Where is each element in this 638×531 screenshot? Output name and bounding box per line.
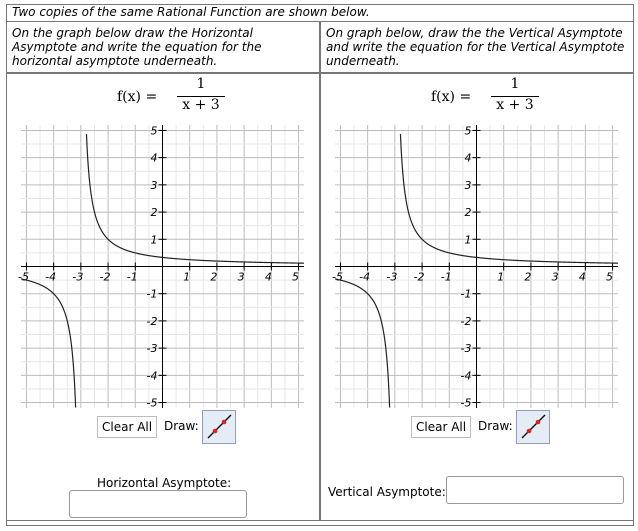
y-tick-label: 5 bbox=[150, 124, 158, 138]
function-denominator: x + 3 bbox=[182, 97, 220, 113]
y-tick-label: -3 bbox=[460, 342, 472, 356]
y-tick-label: 4 bbox=[464, 151, 472, 165]
left-line-tool-button[interactable] bbox=[202, 410, 236, 444]
x-tick-label: 1 bbox=[497, 270, 505, 284]
y-tick-label: 1 bbox=[150, 233, 158, 247]
horizontal-asymptote-input[interactable] bbox=[69, 490, 247, 518]
y-tick-label: -4 bbox=[460, 369, 472, 383]
y-tick-label: -4 bbox=[146, 369, 158, 383]
vertical-asymptote-input[interactable] bbox=[446, 476, 624, 504]
x-tick-label: -4 bbox=[45, 270, 57, 284]
line-tool-icon bbox=[203, 411, 235, 443]
y-tick-label: 1 bbox=[464, 233, 472, 247]
x-tick-label: -2 bbox=[413, 270, 425, 284]
right-instruction-line: On graph below, draw the the Vertical Asymptote bbox=[326, 26, 623, 40]
x-tick-label: 1 bbox=[183, 270, 191, 284]
y-tick-label: -3 bbox=[146, 342, 158, 356]
y-tick-label: -1 bbox=[460, 287, 472, 301]
left-graph[interactable] bbox=[17, 124, 304, 410]
function-numerator: 1 bbox=[510, 76, 520, 92]
y-tick-label: 2 bbox=[464, 206, 472, 220]
y-tick-label: -2 bbox=[460, 314, 472, 328]
y-tick-label: -1 bbox=[146, 287, 158, 301]
x-tick-label: 2 bbox=[524, 270, 532, 284]
x-tick-label: 4 bbox=[264, 270, 272, 284]
x-tick-label: 2 bbox=[210, 270, 218, 284]
right-instruction-line: and write the equation for the Vertical Asymptote bbox=[326, 40, 625, 54]
x-tick-label: 3 bbox=[237, 270, 245, 284]
y-tick-label: -5 bbox=[146, 396, 158, 410]
x-tick-label: -1 bbox=[440, 270, 452, 284]
left-clear-all-button[interactable]: Clear All bbox=[97, 416, 157, 438]
y-tick-label: 5 bbox=[464, 124, 472, 138]
x-tick-label: -4 bbox=[359, 270, 371, 284]
x-tick-label: -5 bbox=[17, 270, 29, 284]
right-instruction bbox=[326, 26, 624, 68]
y-tick-label: 4 bbox=[150, 151, 158, 165]
right-graph[interactable] bbox=[331, 124, 618, 410]
function-denominator: x + 3 bbox=[496, 97, 534, 113]
y-tick-label: -5 bbox=[460, 396, 472, 410]
function-numerator: 1 bbox=[196, 76, 206, 92]
x-tick-label: -1 bbox=[126, 270, 138, 284]
left-instruction bbox=[12, 26, 261, 68]
right-instruction-line: underneath. bbox=[326, 54, 400, 68]
left-instruction-line: Asymptote and write the equation for the bbox=[12, 40, 262, 54]
x-tick-label: -3 bbox=[72, 270, 84, 284]
line-tool-icon bbox=[517, 411, 549, 443]
x-tick-label: 5 bbox=[606, 270, 614, 284]
x-tick-label: -2 bbox=[99, 270, 111, 284]
right-line-tool-button[interactable] bbox=[516, 410, 550, 444]
y-tick-label: -2 bbox=[146, 314, 158, 328]
horizontal-asymptote-label: Horizontal Asymptote: bbox=[97, 476, 232, 490]
right-clear-all-button[interactable]: Clear All bbox=[411, 416, 471, 438]
y-tick-label: 3 bbox=[150, 178, 158, 192]
left-instruction-line: horizontal asymptote underneath. bbox=[12, 54, 218, 68]
x-tick-label: 3 bbox=[551, 270, 559, 284]
y-tick-label: 3 bbox=[464, 178, 472, 192]
vertical-asymptote-label: Vertical Asymptote: bbox=[328, 485, 446, 499]
x-tick-label: 4 bbox=[578, 270, 586, 284]
y-tick-label: 2 bbox=[150, 206, 158, 220]
function-lhs: f(x) = bbox=[431, 89, 472, 105]
left-draw-label: Draw: bbox=[164, 419, 199, 433]
right-draw-label: Draw: bbox=[478, 419, 513, 433]
function-lhs: f(x) = bbox=[117, 89, 158, 105]
x-tick-label: 5 bbox=[292, 270, 300, 284]
x-tick-label: -5 bbox=[331, 270, 343, 284]
left-instruction-line: On the graph below draw the Horizontal bbox=[12, 26, 253, 40]
x-tick-label: -3 bbox=[386, 270, 398, 284]
problem-title: Two copies of the same Rational Function are shown below. bbox=[12, 5, 370, 19]
